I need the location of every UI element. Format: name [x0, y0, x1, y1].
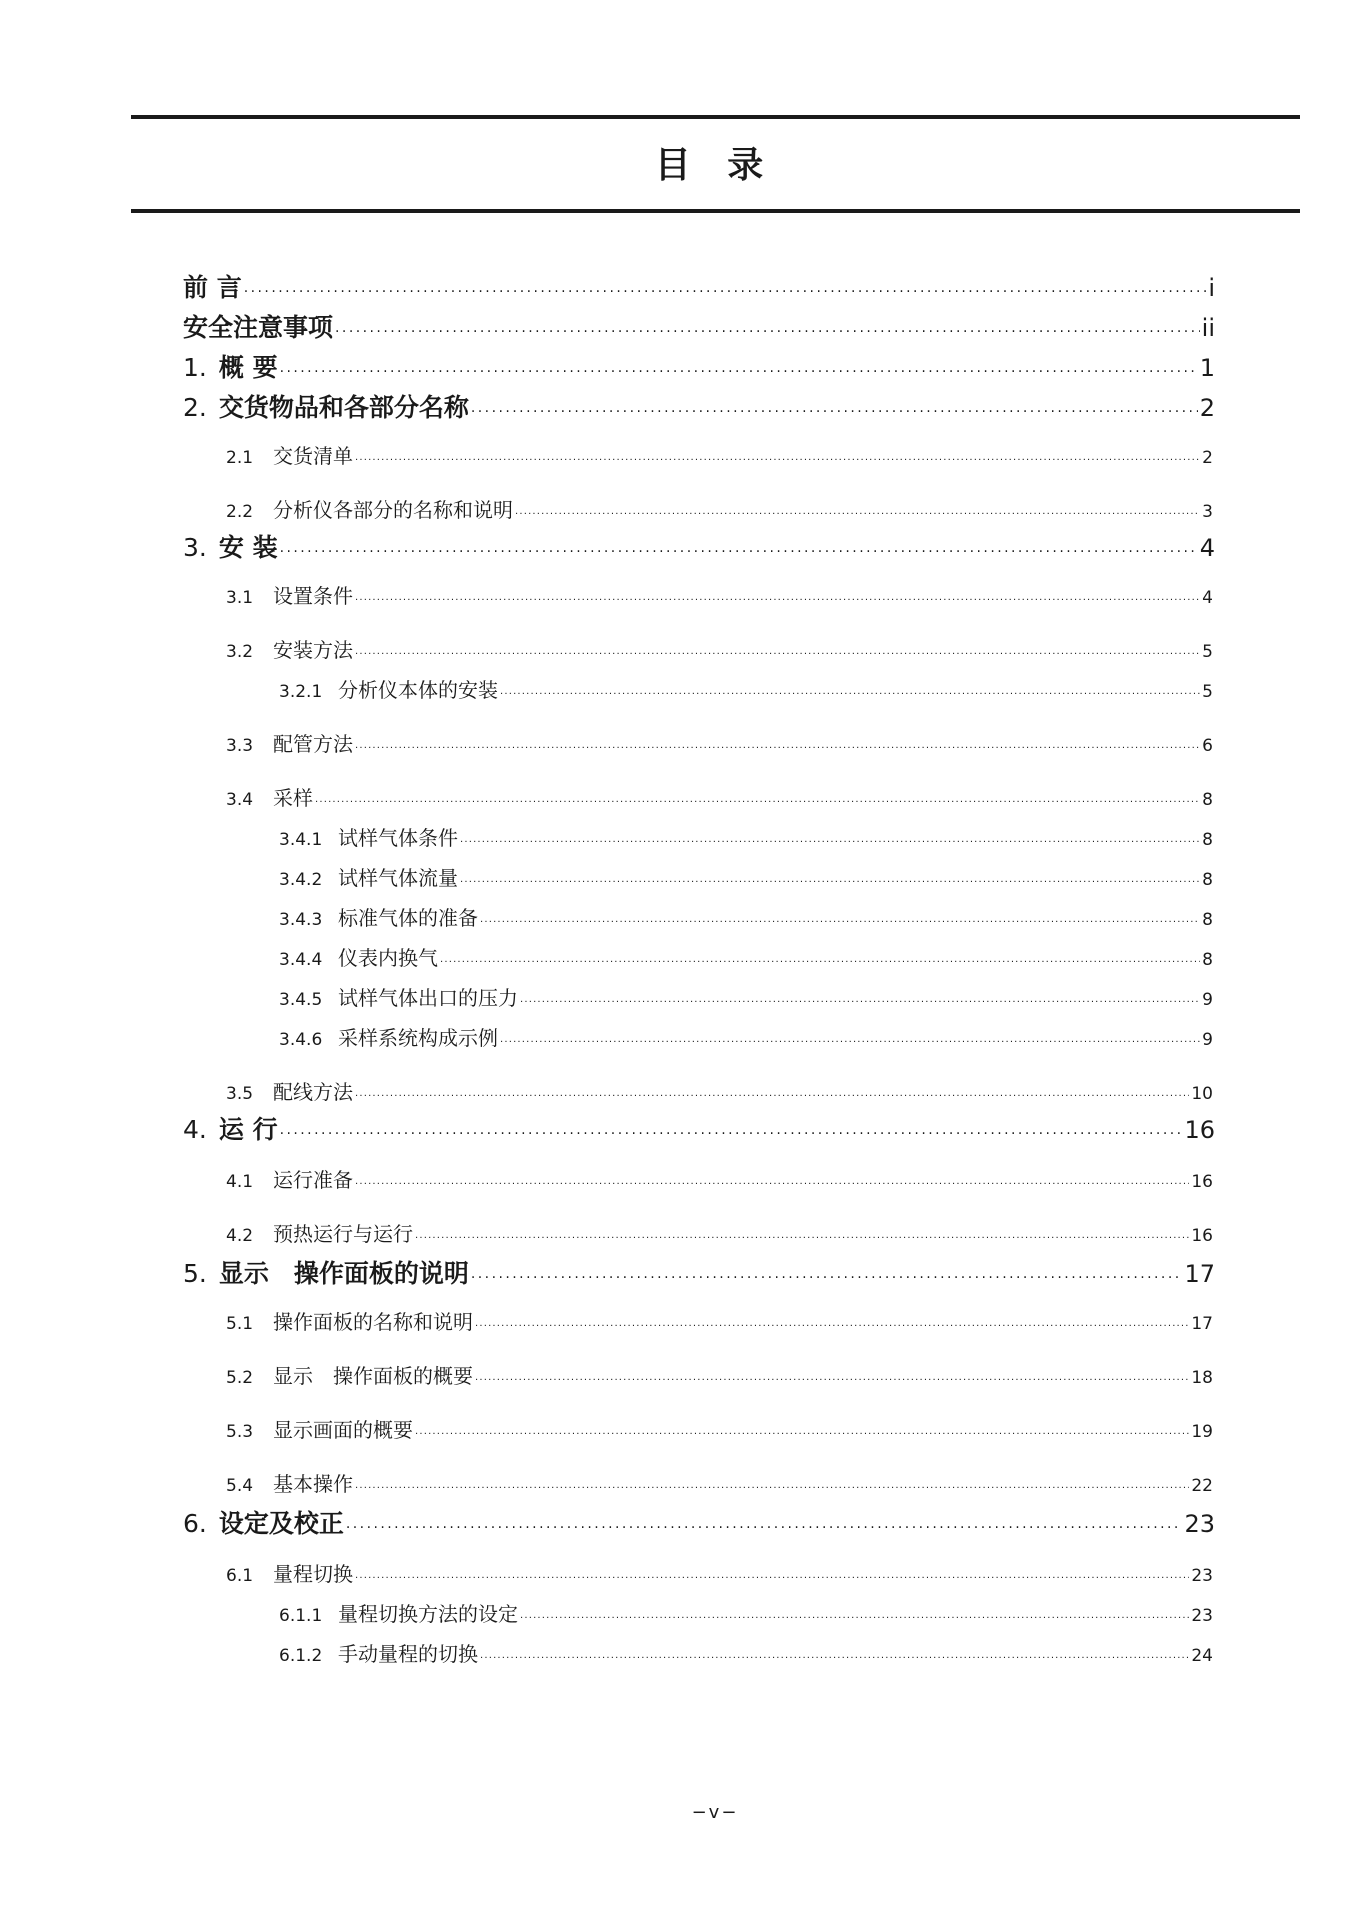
toc-entry-title: 试样气体流量 [338, 866, 458, 890]
dot-leader [515, 497, 1200, 517]
dot-leader [280, 351, 1198, 376]
toc-entry [183, 308, 1215, 344]
dot-leader [520, 985, 1200, 1005]
toc-entry [183, 528, 1215, 564]
toc-entry-page: 10 [1191, 1084, 1213, 1104]
toc-entry-page: 23 [1191, 1606, 1213, 1626]
dot-leader [355, 1079, 1189, 1099]
toc-entry [226, 728, 1213, 757]
header-rule-top [131, 115, 1300, 119]
toc-entry-number: 3.4.5 [279, 990, 323, 1010]
toc-entry-title: 概 要 [218, 353, 278, 382]
toc-entry-page: 8 [1202, 830, 1213, 850]
toc-entry-number: 6.1 [226, 1566, 254, 1586]
toc-entry-number: 6. [183, 1509, 207, 1538]
toc-entry-page: 2 [1202, 448, 1213, 468]
toc-entry-title: 安全注意事项 [183, 313, 334, 342]
toc-entry-page: 19 [1191, 1422, 1213, 1442]
toc-entry-number: 4.1 [226, 1172, 254, 1192]
toc-entry [226, 782, 1213, 811]
toc-entry [226, 1164, 1213, 1193]
toc-entry-page: 16 [1191, 1172, 1213, 1192]
toc-entry-page: 9 [1202, 1030, 1213, 1050]
toc-entry [183, 268, 1215, 304]
dot-leader [335, 311, 1200, 336]
toc-entry-number: 3.4.3 [279, 910, 323, 930]
toc-entry-page: 16 [1191, 1226, 1213, 1246]
toc-entry-number: 5.4 [226, 1476, 254, 1496]
toc-entry-title: 采样系统构成示例 [338, 1026, 498, 1050]
dot-leader [480, 905, 1200, 925]
toc-entry-title: 运 行 [218, 1115, 278, 1144]
toc-entry [183, 348, 1215, 384]
dot-leader [460, 825, 1200, 845]
toc-entry-page: 3 [1202, 502, 1213, 522]
toc-entry-page: 23 [1184, 1510, 1215, 1538]
toc-entry [279, 1022, 1213, 1051]
toc-entry [226, 1360, 1213, 1389]
toc-entry-number: 3.4.1 [279, 830, 323, 850]
dot-leader [440, 945, 1200, 965]
toc-entry-number: 3.5 [226, 1084, 254, 1104]
toc-entry-page: 8 [1202, 950, 1213, 970]
page-title: 目 录 [654, 145, 776, 186]
toc-entry [226, 440, 1213, 469]
toc-entry-page: 17 [1191, 1314, 1213, 1334]
toc-entry-title: 仪表内换气 [338, 946, 438, 970]
toc-entry-number: 4. [183, 1115, 207, 1144]
toc-entry [226, 1558, 1213, 1587]
toc-entry [226, 580, 1213, 609]
toc-entry-page: 8 [1202, 870, 1213, 890]
toc-entry-number: 1. [183, 353, 207, 382]
dot-leader [355, 731, 1200, 751]
toc-entry-title: 设置条件 [273, 584, 353, 608]
dot-leader [460, 865, 1200, 885]
dot-leader [346, 1507, 1183, 1532]
toc-entry-title: 采样 [273, 786, 313, 810]
header-rule-bottom [131, 209, 1300, 213]
page-number-footer: −v− [691, 1802, 739, 1823]
toc-entry-title: 显示 操作面板的说明 [218, 1259, 469, 1288]
toc-entry-page: 5 [1202, 682, 1213, 702]
toc-entry-page: i [1208, 274, 1215, 302]
toc-entry-title: 前 言 [183, 273, 242, 302]
toc-entry-number: 3.2.1 [279, 682, 323, 702]
toc-entry [226, 1218, 1213, 1247]
toc-entry-page: 5 [1202, 642, 1213, 662]
toc-entry-number: 6.1.1 [279, 1606, 323, 1626]
toc-entry-page: 8 [1202, 910, 1213, 930]
toc-entry-number: 3.1 [226, 588, 254, 608]
toc-entry-page: 17 [1184, 1260, 1215, 1288]
toc-entry [226, 1468, 1213, 1497]
toc-entry-page: 8 [1202, 790, 1213, 810]
toc-entry-number: 3.4.6 [279, 1030, 323, 1050]
dot-leader [475, 1309, 1189, 1329]
toc-entry-page: 18 [1191, 1368, 1213, 1388]
toc-entry-title: 手动量程的切换 [338, 1642, 478, 1666]
dot-leader [355, 1561, 1189, 1581]
dot-leader [355, 1167, 1189, 1187]
toc-entry [279, 674, 1213, 703]
toc-entry [226, 494, 1213, 523]
toc-entry-title: 交货清单 [273, 444, 353, 468]
toc-entry-number: 3.3 [226, 736, 254, 756]
toc-entry-number: 3.4.4 [279, 950, 323, 970]
dot-leader [280, 1113, 1183, 1138]
toc-entry-number: 6.1.2 [279, 1646, 323, 1666]
toc-entry [279, 862, 1213, 891]
dot-leader [355, 1471, 1189, 1491]
toc-entry [279, 1598, 1213, 1627]
toc-entry-title: 分析仪本体的安装 [338, 678, 498, 702]
toc-entry-page: ii [1201, 314, 1215, 342]
toc-entry-page: 16 [1184, 1116, 1215, 1144]
toc-entry-title: 显示画面的概要 [273, 1418, 413, 1442]
toc-entry-title: 设定及校正 [218, 1509, 344, 1538]
dot-leader [471, 391, 1198, 416]
toc-entry-title: 配线方法 [273, 1080, 353, 1104]
toc-entry-title: 试样气体条件 [338, 826, 458, 850]
toc-entry-number: 3.2 [226, 642, 254, 662]
toc-entry-title: 基本操作 [273, 1472, 353, 1496]
dot-leader [355, 583, 1200, 603]
toc-entry-title: 安 装 [218, 533, 278, 562]
dot-leader [355, 637, 1200, 657]
toc-entry [279, 902, 1213, 931]
toc-entry [226, 634, 1213, 663]
toc-entry-title: 安装方法 [273, 638, 353, 662]
toc-entry-title: 试样气体出口的压力 [338, 986, 518, 1010]
toc-entry-title: 运行准备 [273, 1168, 353, 1192]
toc-entry-title: 配管方法 [273, 732, 353, 756]
toc-entry-number: 5. [183, 1259, 207, 1288]
toc-entry [183, 1110, 1215, 1146]
toc-entry-page: 1 [1199, 354, 1215, 382]
toc-entry [183, 1504, 1215, 1540]
toc-entry [183, 1254, 1215, 1290]
toc-entry-number: 3.4.2 [279, 870, 323, 890]
toc-entry-page: 9 [1202, 990, 1213, 1010]
toc-entry-page: 6 [1202, 736, 1213, 756]
toc-entry-page: 24 [1191, 1646, 1213, 1666]
toc-entry-number: 2. [183, 393, 207, 422]
toc-entry-title: 显示 操作面板的概要 [273, 1364, 473, 1388]
dot-leader [475, 1363, 1189, 1383]
toc-entry [226, 1306, 1213, 1335]
toc-entry [183, 388, 1215, 424]
toc-entry-page: 23 [1191, 1566, 1213, 1586]
dot-leader [280, 531, 1198, 556]
toc-entry [279, 822, 1213, 851]
toc-entry-number: 5.2 [226, 1368, 254, 1388]
dot-leader [480, 1641, 1189, 1661]
toc-entry-title: 操作面板的名称和说明 [273, 1310, 473, 1334]
toc-entry [279, 982, 1213, 1011]
toc-entry-number: 3.4 [226, 790, 254, 810]
toc-entry [226, 1414, 1213, 1443]
toc-entry-title: 分析仪各部分的名称和说明 [273, 498, 513, 522]
toc-entry [279, 1638, 1213, 1667]
toc-entry-title: 标准气体的准备 [338, 906, 478, 930]
dot-leader [471, 1257, 1183, 1282]
toc-entry-number: 4.2 [226, 1226, 254, 1246]
dot-leader [355, 443, 1200, 463]
toc-entry-number: 2.2 [226, 502, 254, 522]
dot-leader [500, 677, 1200, 697]
toc-entry-page: 4 [1199, 534, 1215, 562]
toc-entry-page: 4 [1202, 588, 1213, 608]
dot-leader [415, 1417, 1189, 1437]
dot-leader [415, 1221, 1189, 1241]
toc-entry-page: 2 [1199, 394, 1215, 422]
toc-entry-number: 3. [183, 533, 207, 562]
toc-entry-title: 交货物品和各部分名称 [218, 393, 469, 422]
dot-leader [520, 1601, 1189, 1621]
dot-leader [500, 1025, 1200, 1045]
toc-entry-title: 预热运行与运行 [273, 1222, 413, 1246]
toc-entry-title: 量程切换方法的设定 [338, 1602, 518, 1626]
dot-leader [315, 785, 1200, 805]
toc-entry-page: 22 [1191, 1476, 1213, 1496]
toc-entry-number: 5.1 [226, 1314, 254, 1334]
toc-entry-number: 5.3 [226, 1422, 254, 1442]
toc-entry-number: 2.1 [226, 448, 254, 468]
toc-entry [279, 942, 1213, 971]
toc-entry [226, 1076, 1213, 1105]
toc-entry-title: 量程切换 [273, 1562, 353, 1586]
dot-leader [244, 271, 1207, 296]
